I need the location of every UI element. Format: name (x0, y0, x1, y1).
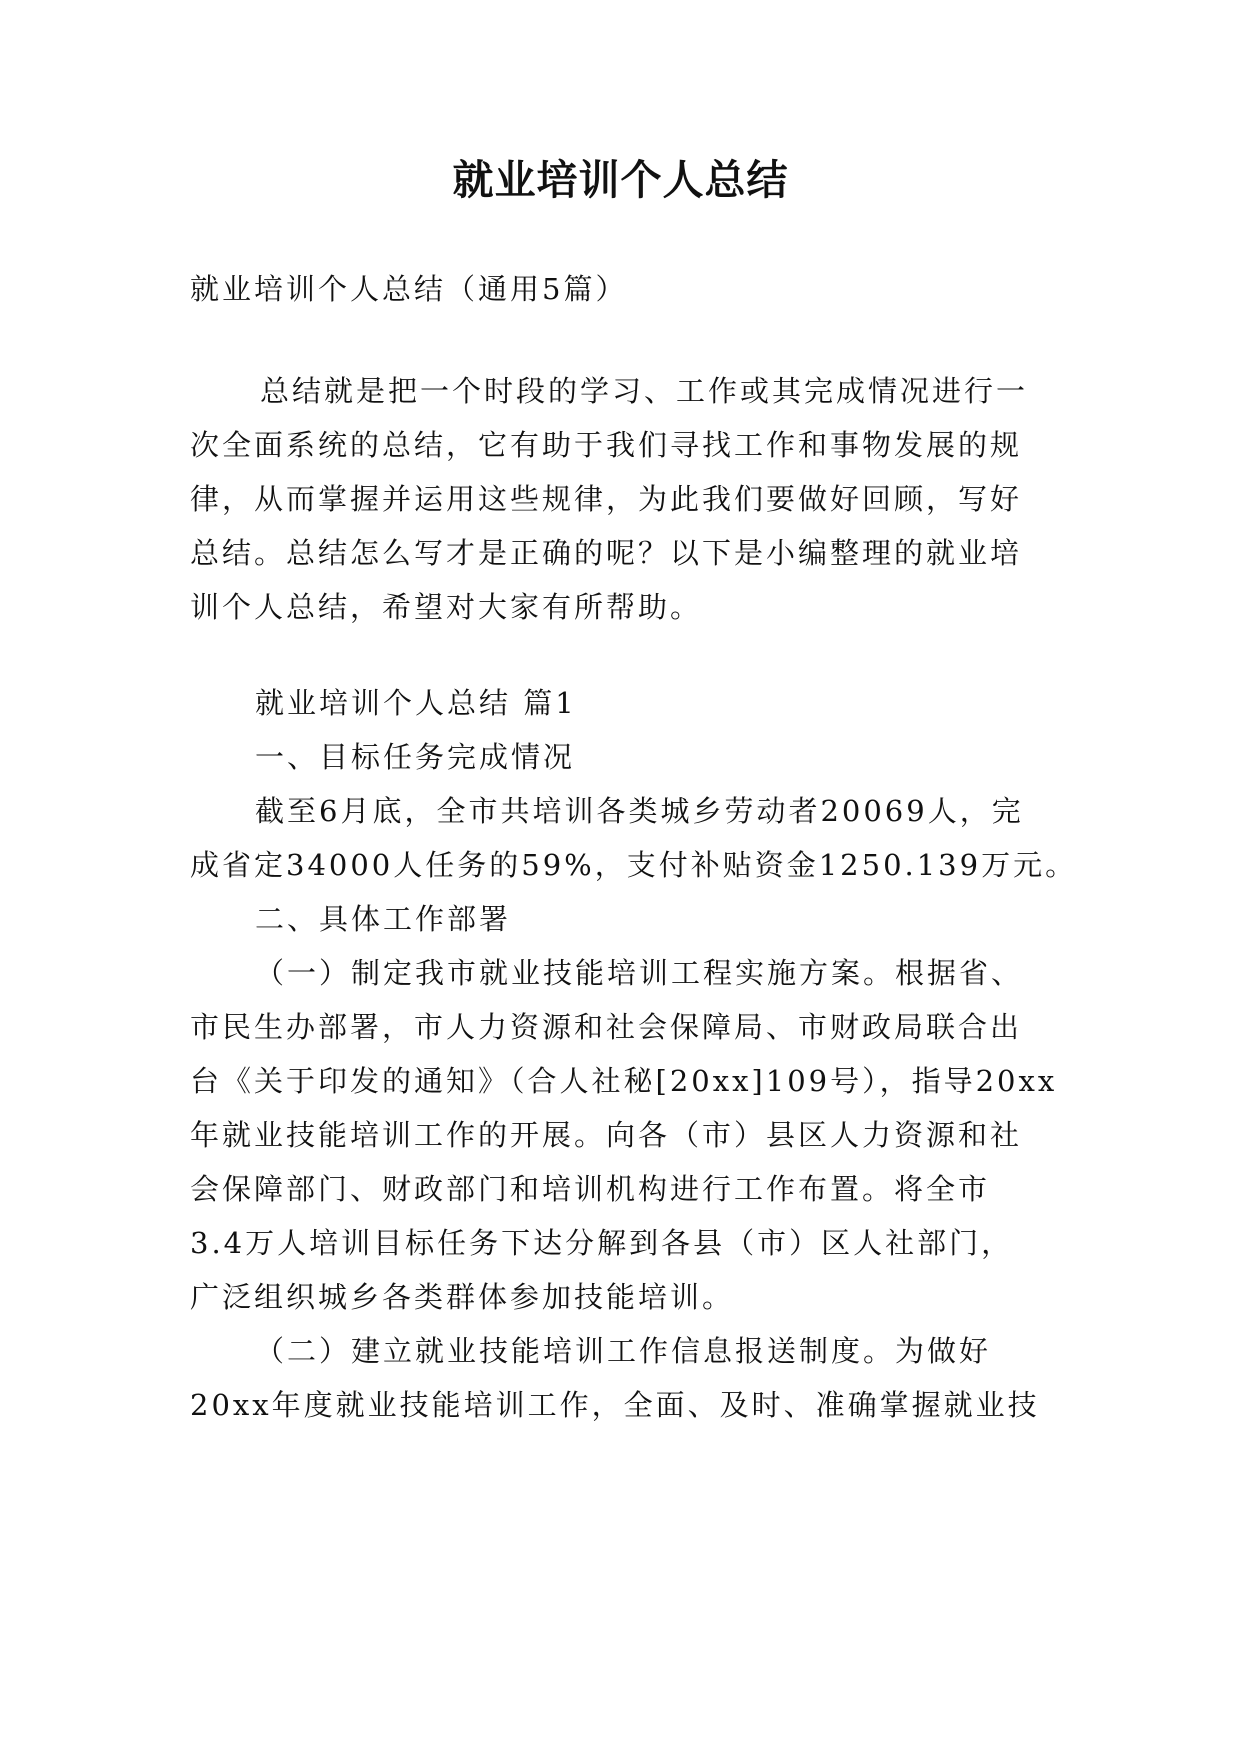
intro-line: 训个人总结，希望对大家有所帮助。 (190, 590, 703, 624)
paragraph-line: 广泛组织城乡各类群体参加技能培训。 (190, 1280, 735, 1314)
paragraph-line: 20xx年度就业技能培训工作，全面、及时、准确掌握就业技 (190, 1388, 1040, 1422)
document-body (190, 262, 1078, 1432)
paragraph-line: 会保障部门、财政部门和培训机构进行工作布置。将全市 (190, 1172, 991, 1206)
intro-paragraph (190, 364, 1065, 634)
paragraph-line: （一）制定我市就业技能培训工程实施方案。根据省、 (255, 956, 1024, 990)
paragraph-line: 年就业技能培训工作的开展。向各（市）县区人力资源和社 (190, 1118, 1023, 1152)
intro-line: 律，从而掌握并运用这些规律，为此我们要做好回顾，写好 (190, 482, 1023, 516)
intro-line: 次全面系统的总结，它有助于我们寻找工作和事物发展的规 (190, 428, 1023, 462)
section-heading: 就业培训个人总结 篇1 (255, 686, 577, 720)
paragraph-line: （二）建立就业技能培训工作信息报送制度。为做好 (255, 1334, 992, 1368)
intro-line: 总结就是把一个时段的学习、工作或其完成情况进行一 (260, 374, 1029, 408)
paragraph-line: 截至6月底，全市共培训各类城乡劳动者20069人，完 (255, 794, 1024, 828)
heading-two: 二、具体工作部署 (255, 902, 512, 936)
paragraph-line: 成省定34000人任务的59%，支付补贴资金1250.139万元。 (190, 848, 1078, 882)
paragraph-line: 市民生办部署，市人力资源和社会保障局、市财政局联合出 (190, 1010, 1023, 1044)
paragraph-line: 3.4万人培训目标任务下达分解到各县（市）区人社部门， (190, 1226, 1014, 1260)
document-title: 就业培训个人总结 (452, 156, 789, 204)
heading-one: 一、目标任务完成情况 (255, 740, 576, 774)
paragraph-one (190, 784, 1078, 892)
intro-line: 总结。总结怎么写才是正确的呢？以下是小编整理的就业培 (190, 536, 1023, 570)
paragraph-three (190, 1324, 1065, 1432)
paragraph-line: 台《关于印发的通知》（合人社秘[20xx]109号），指导20xx (190, 1064, 1058, 1098)
document-subtitle: 就业培训个人总结（通用5篇） (190, 272, 628, 306)
paragraph-two (190, 946, 1065, 1324)
